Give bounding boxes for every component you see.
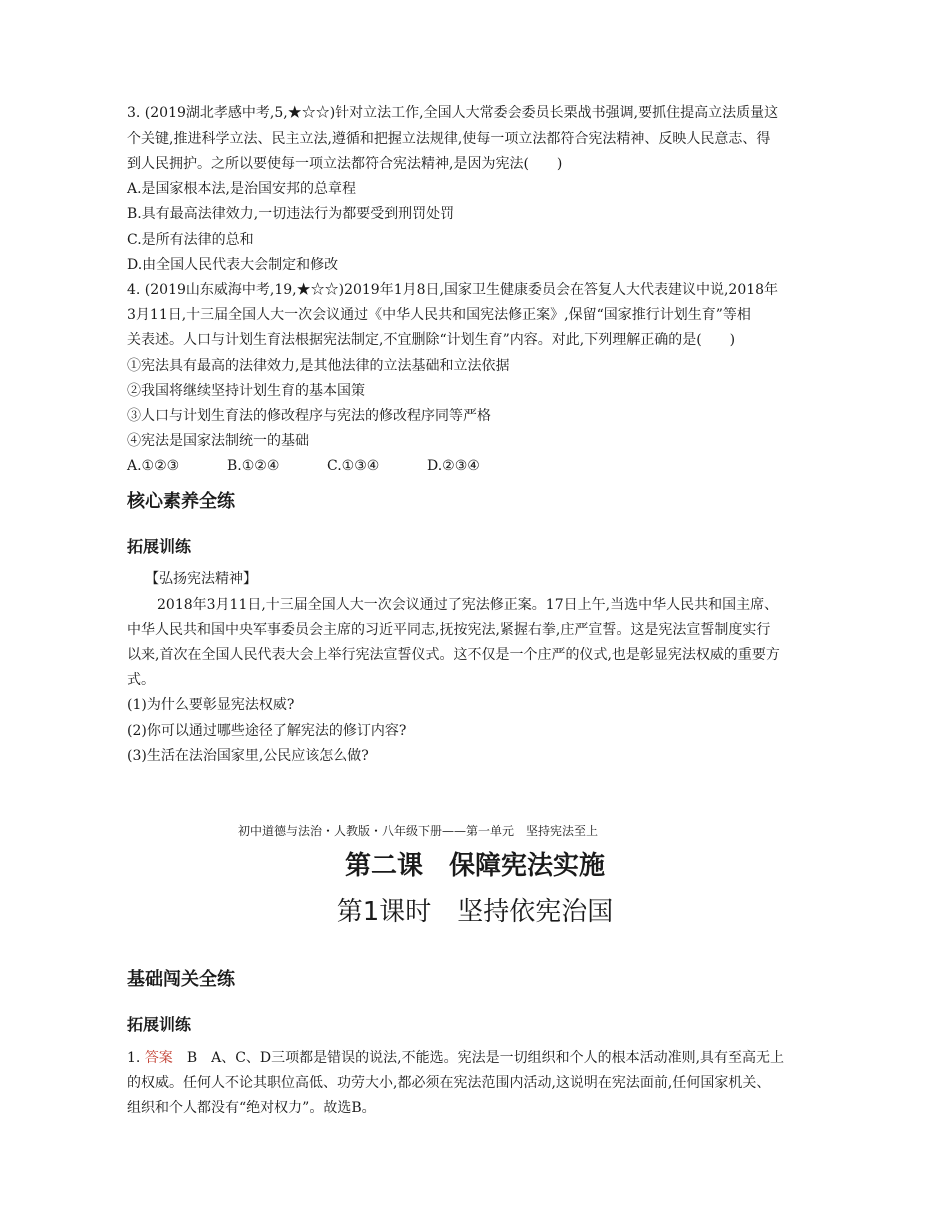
answer-line-1 — [127, 1049, 827, 1067]
q3-option-b: B.具有最高法律效力,一切违法行为都要受到刑罚处罚 — [127, 206, 455, 222]
answer-number: 1. — [127, 1050, 141, 1066]
section-subheading-extension-2: 拓展训练 — [127, 1015, 192, 1034]
passage-line-1: 2018年3月11日,十三届全国人大一次会议通过了宪法修正案。17日上午,当选中华人民共和国主席、 — [157, 597, 779, 613]
q4-option-d: D.②③④ — [427, 458, 480, 474]
q4-option-c: C.①③④ — [327, 458, 380, 474]
passage-line-4: 式。 — [127, 672, 155, 688]
answer-text-1: B A、C、D三项都是错误的说法,不能选。宪法是一切组织和个人的根本活动准则,具有至高无上 — [186, 1050, 785, 1066]
q3-stem-line-3: 到人民拥护。之所以要使每一项立法都符合宪法精神,是因为宪法( ) — [127, 156, 563, 172]
q4-stem-line-1: 4. (2019山东威海中考,19,★☆☆)2019年1月8日,国家卫生健康委员会在答复人大代表建议中说,2018年 — [127, 282, 779, 298]
answer-line-2: 的权威。任何人不论其职位高低、功劳大小,都必须在宪法范围内活动,这说明在宪法面前,任何国家机关、 — [127, 1075, 771, 1091]
q4-option-a: A.①②③ — [127, 458, 180, 474]
q3-option-d: D.由全国人民代表大会制定和修改 — [127, 257, 339, 273]
sub-question-1: (1)为什么要彰显宪法权威? — [127, 697, 295, 713]
q3-option-a: A.是国家根本法,是治国安邦的总章程 — [127, 181, 357, 197]
topic-label: 【弘扬宪法精神】 — [145, 571, 257, 587]
passage-line-2: 中华人民共和国中央军事委员会主席的习近平同志,抚按宪法,紧握右拳,庄严宣誓。这是宪法宣誓制度实行 — [127, 622, 771, 638]
lesson-title: 第二课 保障宪法实施 — [344, 851, 605, 881]
sub-question-2: (2)你可以通过哪些途径了解宪法的修订内容? — [127, 723, 407, 739]
sub-question-3: (3)生活在法治国家里,公民应该怎么做? — [127, 748, 369, 764]
q3-stem-line-1: 3. (2019湖北孝感中考,5,★☆☆)针对立法工作,全国人大常委会委员长栗战书强调,要抓住提高立法质量这 — [127, 105, 779, 121]
period-title: 第1课时 坚持依宪治国 — [336, 897, 614, 927]
q3-stem-line-2: 个关键,推进科学立法、民主立法,遵循和把握立法规律,使每一项立法都符合宪法精神、反映人民意志、得 — [127, 131, 771, 147]
q4-statement-3: ③人口与计划生育法的修改程序与宪法的修改程序同等严格 — [127, 408, 491, 424]
q4-option-b: B.①②④ — [227, 458, 280, 474]
q4-stem-line-2: 3月11日,十三届全国人大一次会议通过《中华人民共和国宪法修正案》,保留“国家推行计划生育”等相 — [127, 307, 751, 323]
q4-statement-4: ④宪法是国家法制统一的基础 — [127, 433, 309, 449]
breadcrumb: 初中道德与法治・人教版・八年级下册——第一单元 坚持宪法至上 — [238, 824, 599, 838]
q4-statement-1: ①宪法具有最高的法律效力,是其他法律的立法基础和立法依据 — [127, 358, 510, 374]
q4-stem-line-3: 关表述。人口与计划生育法根据宪法制定,不宜删除“计划生育”内容。对此,下列理解正确的是( ) — [127, 332, 736, 348]
section-heading-basic: 基础闯关全练 — [127, 969, 235, 990]
q4-options — [127, 457, 827, 475]
section-heading-core: 核心素养全练 — [127, 491, 235, 512]
section-subheading-extension: 拓展训练 — [127, 537, 192, 556]
q3-option-c: C.是所有法律的总和 — [127, 232, 254, 248]
answer-line-3: 组织和个人都没有“绝对权力”。故选B。 — [127, 1100, 376, 1116]
q4-statement-2: ②我国将继续坚持计划生育的基本国策 — [127, 383, 365, 399]
passage-line-3: 以来,首次在全国人民代表大会上举行宪法宣誓仪式。这不仅是一个庄严的仪式,也是彰显宪法权威的重要方 — [127, 647, 780, 663]
answer-tag: 答案 — [144, 1050, 173, 1066]
